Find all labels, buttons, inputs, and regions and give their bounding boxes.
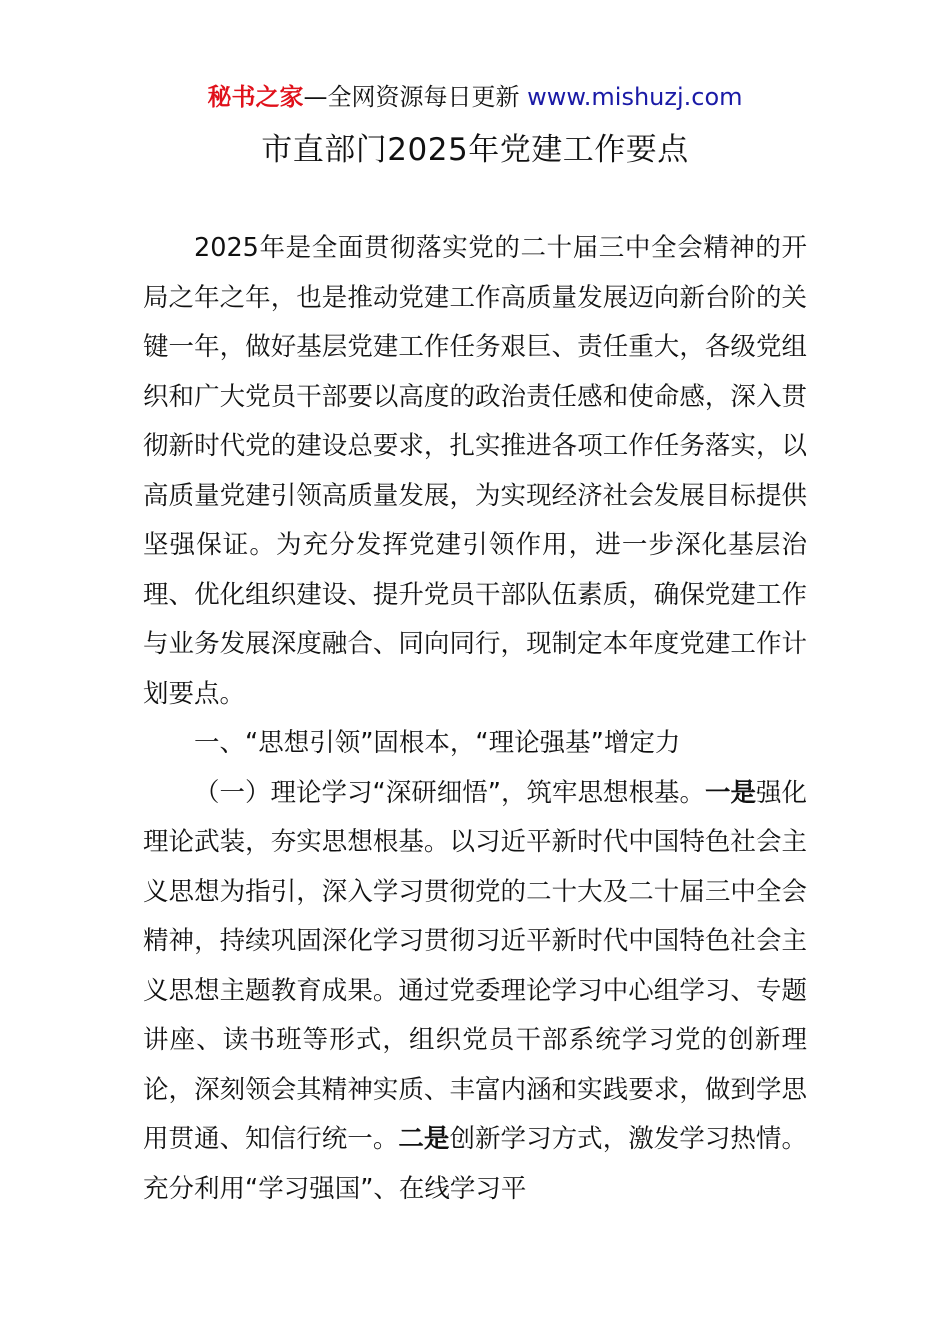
- banner-brand: 秘书之家: [207, 83, 304, 111]
- subsection-paragraph: [143, 769, 807, 1215]
- point-text: 强化理论武装，夯实思想根基。以习近平新时代中国特色社会主义思想为指引，深入学习贯彻党的二十大及二十届三中全会精神，持续巩固深化学习贯彻习近平新时代中国特色社会主义思想主题教育成果。通过党委理论学习中心组学习、专题讲座、读书班等形式，组织党员干部系统学习党的创新理论，深刻领会其精神实质、丰富内涵和实践要求，做到学思用贯通、知信行统一。: [143, 777, 807, 1154]
- banner-url-link[interactable]: www.mishuzj.com: [527, 83, 743, 111]
- section-heading: 一、“思想引领”固根本，“理论强基”增定力: [194, 728, 681, 758]
- banner-tagline: —全网资源每日更新: [303, 83, 528, 111]
- site-banner: [143, 80, 807, 114]
- document-body: [143, 224, 807, 1214]
- subsection-heading: （一）理论学习“深研细悟”，筑牢思想根基。: [194, 777, 705, 808]
- document-title: 市直部门2025年党建工作要点: [261, 132, 689, 168]
- point-text: 创新学习方式，激发学习热情。充分利用“学习强国”、在线学习平: [143, 1124, 807, 1204]
- point-label: 二是: [398, 1124, 450, 1154]
- point-label: 一是: [704, 777, 756, 808]
- intro-paragraph: 2025年是全面贯彻落实党的二十届三中全会精神的开局之年之年，也是推动党建工作高质量发展迈向新台阶的关键一年，做好基层党建工作任务艰巨、责任重大，各级党组织和广大党员干部要以高度的政治责任感和使命感，深入贯彻新时代党的建设总要求，扎实推进各项工作任务落实，以高质量党建引领高质量发展，为实现经济社会发展目标提供坚强保证。为充分发挥党建引领作用，进一步深化基层治理、优化组织建设、提升党员干部队伍素质，确保党建工作与业务发展深度融合、同向同行，现制定本年度党建工作计划要点。: [143, 233, 807, 709]
